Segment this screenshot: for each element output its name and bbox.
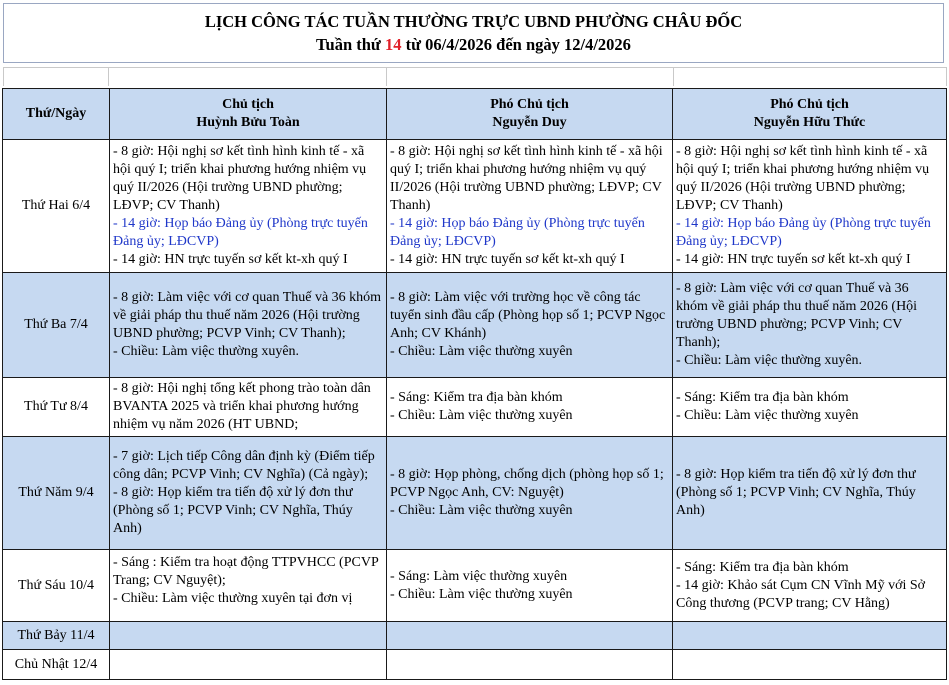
week-range: từ 06/4/2026 đến ngày 12/4/2026	[405, 35, 631, 54]
schedule-cell: - 8 giờ: Làm việc với trường học về công tác tuyển sinh đầu cấp (Phòng họp số 1; PCVP Ngọc Anh; CV Khánh) - Chiều: Làm việc thường xuyên	[387, 273, 673, 378]
spacer-row	[3, 67, 947, 86]
table-row	[3, 550, 947, 622]
week-number: 14	[384, 35, 402, 54]
schedule-cell: - 8 giờ: Họp phòng, chống dịch (phòng họp số 1; PCVP Ngọc Anh, CV: Nguyệt) - Chiều: Làm việc thường xuyên	[387, 437, 673, 550]
header-vice-chairman-1: Phó Chủ tịch Nguyễn Duy	[387, 89, 673, 140]
schedule-cell: - Sáng: Kiểm tra địa bàn khóm - 14 giờ: Khảo sát Cụm CN Vĩnh Mỹ với Sở Công thương (PCVP trang; CV Hằng)	[673, 550, 947, 622]
schedule-header	[3, 3, 944, 63]
day-cell: Thứ Sáu 10/4	[3, 550, 110, 622]
table-row	[3, 140, 947, 273]
day-cell: Thứ Năm 9/4	[3, 437, 110, 550]
schedule-cell: - 8 giờ: Hội nghị sơ kết tình hình kinh tế - xã hội quý I; triển khai phương hướng nhiệm vụ quý II/2026 (Hội trường UBND phường; LĐVP; CV Thanh) - 14 giờ: Họp báo Đảng ủy (Phòng trực tuyến Đảng ủy; LĐCVP) - 14 giờ: HN trực tuyến sơ kết kt-xh quý I	[387, 140, 673, 273]
week-prefix: Tuần thứ	[316, 35, 381, 54]
schedule-cell	[110, 622, 387, 650]
table-row	[3, 273, 947, 378]
header-vice-chairman-2: Phó Chủ tịch Nguyễn Hữu Thức	[673, 89, 947, 140]
schedule-cell: - 8 giờ: Làm việc với cơ quan Thuế và 36 khóm về giải pháp thu thuế năm 2026 (Hội trường UBND phường; PCVP Vinh; CV Thanh); - Chiều: Làm việc thường xuyên.	[110, 273, 387, 378]
schedule-cell: - 7 giờ: Lịch tiếp Công dân định kỳ (Điểm tiếp công dân; PCVP Vinh; CV Nghĩa) (Cả ngày); - 8 giờ: Họp kiểm tra tiến độ xử lý đơn thư (Phòng số 1; PCVP Vinh; CV Nghĩa, Thúy Anh)	[110, 437, 387, 550]
schedule-cell	[673, 650, 947, 680]
schedule-cell: - 8 giờ: Họp kiểm tra tiến độ xử lý đơn thư (Phòng số 1; PCVP Vinh; CV Nghĩa, Thúy Anh)	[673, 437, 947, 550]
schedule-cell: - Sáng : Kiểm tra hoạt động TTPVHCC (PCVP Trang; CV Nguyệt); - Chiều: Làm việc thường xuyên tại đơn vị	[110, 550, 387, 622]
table-row	[3, 650, 947, 680]
schedule-subtitle	[4, 33, 943, 56]
schedule-cell: - 8 giờ: Hội nghị sơ kết tình hình kinh tế - xã hội quý I; triển khai phương hướng nhiệm vụ quý II/2026 (Hội trường UBND phường; LĐVP; CV Thanh) - 14 giờ: Họp báo Đảng ủy (Phòng trực tuyến Đảng ủy; LĐCVP) - 14 giờ: HN trực tuyến sơ kết kt-xh quý I	[673, 140, 947, 273]
schedule-cell: - 8 giờ: Làm việc với cơ quan Thuế và 36 khóm về giải pháp thu thuế năm 2026 (Hội trường UBND phường; PCVP Vinh; CV Thanh); - Chiều: Làm việc thường xuyên.	[673, 273, 947, 378]
schedule-cell	[673, 622, 947, 650]
schedule-cell	[110, 650, 387, 680]
table-row	[3, 622, 947, 650]
day-cell: Thứ Bảy 11/4	[3, 622, 110, 650]
day-cell: Thứ Hai 6/4	[3, 140, 110, 273]
schedule-cell: - Sáng: Làm việc thường xuyên - Chiều: Làm việc thường xuyên	[387, 550, 673, 622]
schedule-title: LỊCH CÔNG TÁC TUẦN THƯỜNG TRỰC UBND PHƯỜNG CHÂU ĐỐC	[204, 12, 743, 31]
table-row	[3, 378, 947, 437]
table-header-row	[3, 89, 947, 140]
table-row	[3, 437, 947, 550]
header-chairman: Chủ tịch Huỳnh Bửu Toàn	[110, 89, 387, 140]
schedule-cell: - 8 giờ: Hội nghị sơ kết tình hình kinh tế - xã hội quý I; triển khai phương hướng nhiệm vụ quý II/2026 (Hội trường UBND phường; LĐVP; CV Thanh) - 14 giờ: Họp báo Đảng ủy (Phòng trực tuyến Đảng ủy; LĐCVP) - 14 giờ: HN trực tuyến sơ kết kt-xh quý I	[110, 140, 387, 273]
header-day: Thứ/Ngày	[3, 89, 110, 140]
schedule-table	[2, 88, 947, 680]
schedule-cell	[387, 622, 673, 650]
day-cell: Thứ Tư 8/4	[3, 378, 110, 437]
day-cell: Chủ Nhật 12/4	[3, 650, 110, 680]
schedule-cell	[387, 650, 673, 680]
day-cell: Thứ Ba 7/4	[3, 273, 110, 378]
schedule-cell: - 8 giờ: Hội nghị tổng kết phong trào toàn dân BVANTA 2025 và triển khai phương hướng nhiệm vụ năm 2026 (HT UBND;	[110, 378, 387, 437]
schedule-cell: - Sáng: Kiểm tra địa bàn khóm - Chiều: Làm việc thường xuyên	[387, 378, 673, 437]
schedule-cell: - Sáng: Kiểm tra địa bàn khóm - Chiều: Làm việc thường xuyên	[673, 378, 947, 437]
